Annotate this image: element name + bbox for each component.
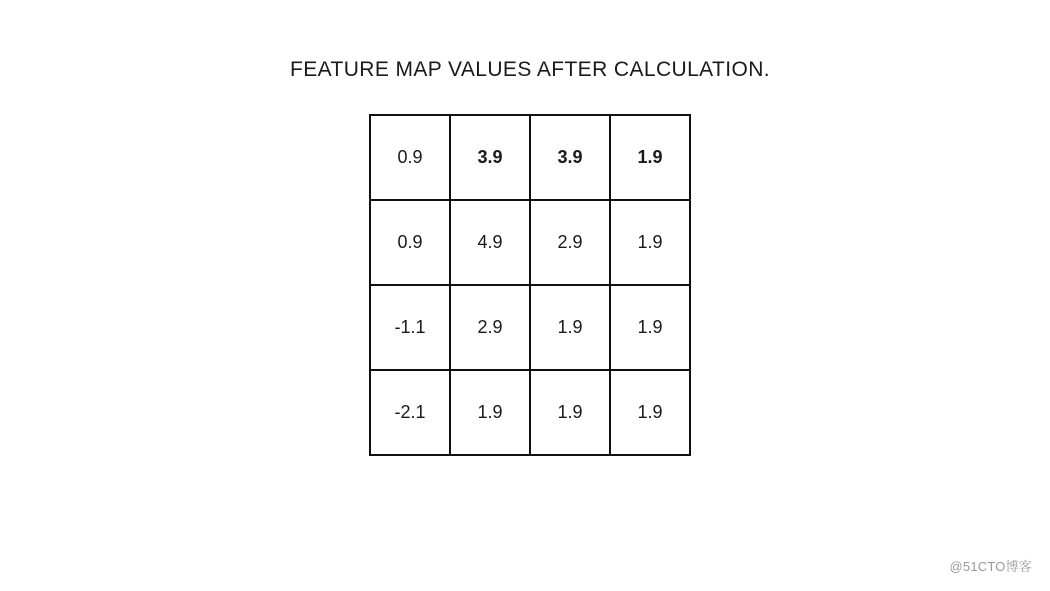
feature-map-grid [369,114,691,456]
cell-r2c2: 1.9 [530,285,610,370]
cell-r2c3: 1.9 [610,285,690,370]
cell-r2c0: -1.1 [370,285,450,370]
cell-r1c0: 0.9 [370,200,450,285]
cell-r3c2: 1.9 [530,370,610,455]
table-row [370,200,690,285]
cell-r2c1: 2.9 [450,285,530,370]
cell-r3c3: 1.9 [610,370,690,455]
cell-r0c1: 3.9 [450,115,530,200]
page-title: FEATURE MAP VALUES AFTER CALCULATION. [289,58,770,81]
watermark-label: @51CTO博客 [949,559,1032,574]
cell-r1c1: 4.9 [450,200,530,285]
table-row [370,285,690,370]
cell-r3c1: 1.9 [450,370,530,455]
feature-map-table [369,114,691,456]
table-row [370,370,690,455]
cell-r3c0: -2.1 [370,370,450,455]
cell-r1c3: 1.9 [610,200,690,285]
cell-r0c0: 0.9 [370,115,450,200]
cell-r0c3: 1.9 [610,115,690,200]
cell-r1c2: 2.9 [530,200,610,285]
table-row [370,115,690,200]
cell-r0c2: 3.9 [530,115,610,200]
